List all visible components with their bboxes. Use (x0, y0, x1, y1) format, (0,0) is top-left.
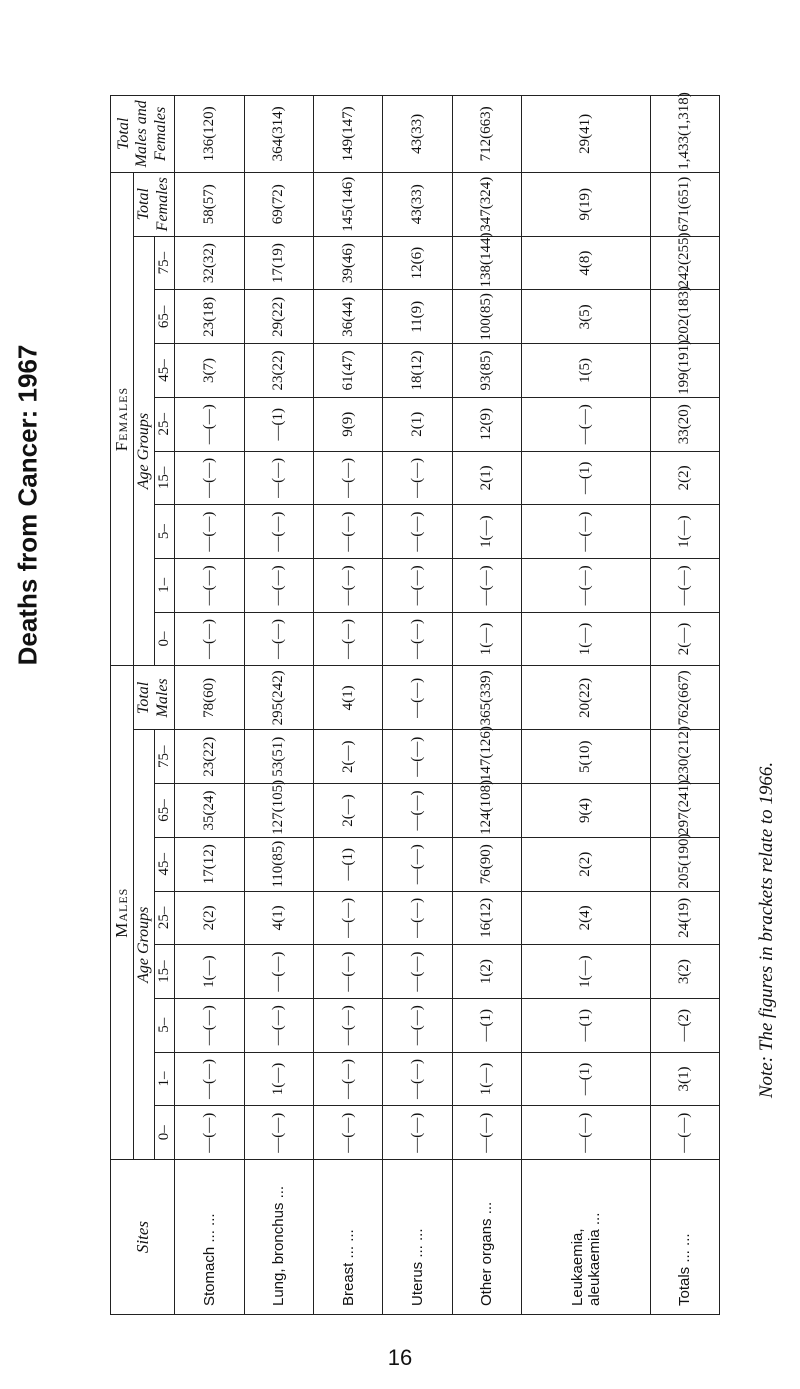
male-age-cell: —(—) (313, 998, 382, 1052)
cancer-deaths-table (110, 92, 720, 1315)
female-age-cell: 2(—) (650, 612, 719, 666)
male-age-cell: 1(—) (244, 1052, 313, 1106)
male-age-cell: 3(2) (650, 945, 719, 999)
age-header: 65– (154, 784, 174, 838)
male-age-cell: —(—) (175, 1052, 244, 1106)
male-age-cell: 2(2) (175, 891, 244, 945)
males-age-groups-header: Age Groups (133, 730, 154, 1160)
male-age-cell: 4(1) (244, 891, 313, 945)
male-age-cell: —(—) (175, 998, 244, 1052)
total-females-cell: 9(19) (522, 172, 650, 236)
grand-total-cell: 712(663) (452, 96, 521, 173)
male-age-cell: 1(—) (452, 1052, 521, 1106)
female-age-cell: 199(191) (650, 344, 719, 398)
footnote: Note: The figures in brackets relate to 1966. (756, 761, 777, 1099)
page-title: Deaths from Cancer: 1967 (12, 344, 43, 666)
female-age-cell: 61(47) (313, 344, 382, 398)
female-age-cell: —(—) (522, 505, 650, 559)
male-age-cell: 205(190) (650, 837, 719, 891)
female-age-cell: —(—) (313, 451, 382, 505)
total-females-cell: 58(57) (175, 172, 244, 236)
male-age-cell: —(—) (313, 1106, 382, 1160)
male-age-cell: —(—) (383, 730, 452, 784)
female-age-cell: 2(2) (650, 451, 719, 505)
female-age-cell: —(—) (175, 558, 244, 612)
male-age-cell: —(—) (383, 998, 452, 1052)
female-age-cell: 12(6) (383, 236, 452, 290)
total-males-cell: 762(667) (650, 666, 719, 730)
female-age-cell: 138(144) (452, 236, 521, 290)
male-age-cell: 297(241) (650, 784, 719, 838)
female-age-cell: —(—) (313, 558, 382, 612)
total-males-cell: 78(60) (175, 666, 244, 730)
female-age-cell: —(—) (244, 505, 313, 559)
male-age-cell: 1(—) (522, 945, 650, 999)
male-age-cell: 2(2) (522, 837, 650, 891)
male-age-cell: —(—) (383, 891, 452, 945)
age-header: 65– (154, 290, 174, 344)
total-males-cell: 295(242) (244, 666, 313, 730)
female-age-cell: 33(20) (650, 397, 719, 451)
age-header: 1– (154, 1052, 174, 1106)
female-age-cell: —(—) (313, 612, 382, 666)
male-age-cell: 9(4) (522, 784, 650, 838)
total-females-cell: 145(146) (313, 172, 382, 236)
female-age-cell: 100(85) (452, 290, 521, 344)
male-age-cell: —(—) (650, 1106, 719, 1160)
male-age-cell: —(—) (244, 945, 313, 999)
female-age-cell: 9(9) (313, 397, 382, 451)
table-row (313, 96, 382, 1315)
total-females-cell: 43(33) (383, 172, 452, 236)
total-males-cell: —(—) (383, 666, 452, 730)
site-name: Breast ... ... (313, 1160, 382, 1315)
female-age-cell: 39(46) (313, 236, 382, 290)
female-age-cell: —(—) (383, 505, 452, 559)
male-age-cell: 124(108) (452, 784, 521, 838)
total-females-cell: 347(324) (452, 172, 521, 236)
female-age-cell: —(1) (244, 397, 313, 451)
female-age-cell: —(—) (175, 612, 244, 666)
age-header: 1– (154, 558, 174, 612)
female-age-cell: 29(22) (244, 290, 313, 344)
females-header: Females (111, 172, 134, 666)
female-age-cell: 1(—) (452, 505, 521, 559)
male-age-cell: 76(90) (452, 837, 521, 891)
female-age-cell: —(—) (522, 397, 650, 451)
grand-total-cell: 1,433(1,318) (650, 96, 719, 173)
male-age-cell: 16(12) (452, 891, 521, 945)
total-males-cell: 365(339) (452, 666, 521, 730)
total-females-cell: 671(651) (650, 172, 719, 236)
rotated-table-container (110, 92, 720, 1315)
male-age-cell: 35(24) (175, 784, 244, 838)
grand-total-cell: 364(314) (244, 96, 313, 173)
age-header: 45– (154, 837, 174, 891)
male-age-cell: —(—) (522, 1106, 650, 1160)
female-age-cell: —(—) (175, 397, 244, 451)
male-age-cell: 1(2) (452, 945, 521, 999)
site-name: Uterus ... ... (383, 1160, 452, 1315)
sites-header: Sites (111, 1160, 175, 1315)
total-males-cell: 4(1) (313, 666, 382, 730)
age-header: 0– (154, 612, 174, 666)
male-age-cell: 5(10) (522, 730, 650, 784)
table-row (175, 96, 244, 1315)
site-name: Lung, bronchus ... (244, 1160, 313, 1315)
male-age-cell: —(1) (452, 998, 521, 1052)
male-age-cell: —(1) (522, 1052, 650, 1106)
male-age-cell: 2(—) (313, 784, 382, 838)
female-age-cell: 1(—) (650, 505, 719, 559)
site-name: Leukaemia, aleukaemia ... (522, 1160, 650, 1315)
female-age-cell: 202(183) (650, 290, 719, 344)
male-age-cell: 230(212) (650, 730, 719, 784)
site-name: Stomach ... ... (175, 1160, 244, 1315)
table-row (522, 96, 650, 1315)
female-age-cell: —(—) (175, 451, 244, 505)
female-age-cell: 36(44) (313, 290, 382, 344)
female-age-cell: 4(8) (522, 236, 650, 290)
female-age-cell: 3(7) (175, 344, 244, 398)
male-age-cell: 127(105) (244, 784, 313, 838)
age-header: 15– (154, 451, 174, 505)
age-header: 5– (154, 505, 174, 559)
male-age-cell: —(—) (383, 1106, 452, 1160)
table-row (244, 96, 313, 1315)
male-age-cell: —(2) (650, 998, 719, 1052)
male-age-cell: 23(22) (175, 730, 244, 784)
male-age-cell: —(—) (313, 891, 382, 945)
female-age-cell: 11(9) (383, 290, 452, 344)
grand-total-cell: 136(120) (175, 96, 244, 173)
female-age-cell: 18(12) (383, 344, 452, 398)
male-age-cell: 17(12) (175, 837, 244, 891)
female-age-cell: —(—) (650, 558, 719, 612)
male-age-cell: 147(126) (452, 730, 521, 784)
male-age-cell: —(—) (244, 1106, 313, 1160)
male-age-cell: 2(4) (522, 891, 650, 945)
female-age-cell: —(—) (244, 612, 313, 666)
male-age-cell: 24(19) (650, 891, 719, 945)
header-row-sections (111, 96, 134, 1315)
age-header: 45– (154, 344, 174, 398)
male-age-cell: —(—) (452, 1106, 521, 1160)
female-age-cell: 23(22) (244, 344, 313, 398)
female-age-cell: 1(—) (452, 612, 521, 666)
female-age-cell: —(—) (383, 558, 452, 612)
table-body (175, 92, 720, 1315)
age-header: 15– (154, 945, 174, 999)
females-age-groups-header: Age Groups (133, 236, 154, 666)
female-age-cell: —(—) (244, 558, 313, 612)
age-header: 75– (154, 730, 174, 784)
male-age-cell: —(—) (175, 1106, 244, 1160)
male-age-cell: 110(85) (244, 837, 313, 891)
male-age-cell: —(—) (244, 998, 313, 1052)
age-header: 75– (154, 236, 174, 290)
female-age-cell: —(—) (383, 612, 452, 666)
female-age-cell: 2(1) (383, 397, 452, 451)
male-age-cell: —(—) (383, 784, 452, 838)
female-age-cell: 242(255) (650, 236, 719, 290)
female-age-cell: 12(9) (452, 397, 521, 451)
male-age-cell: —(—) (383, 837, 452, 891)
age-header: 25– (154, 397, 174, 451)
age-header: 5– (154, 998, 174, 1052)
age-header: 25– (154, 891, 174, 945)
female-age-cell: —(—) (313, 505, 382, 559)
page-title-block (10, 75, 46, 935)
female-age-cell: —(—) (522, 558, 650, 612)
page-number: 16 (387, 1345, 413, 1370)
male-age-cell: 1(—) (175, 945, 244, 999)
female-age-cell: 2(1) (452, 451, 521, 505)
female-age-cell: 1(—) (522, 612, 650, 666)
female-age-cell: —(—) (244, 451, 313, 505)
male-age-cell: —(—) (383, 1052, 452, 1106)
grand-total-header: Total Males and Females (111, 96, 175, 173)
male-age-cell: 3(1) (650, 1052, 719, 1106)
age-header: 0– (154, 1106, 174, 1160)
male-age-cell: —(—) (383, 945, 452, 999)
male-age-cell: —(—) (313, 1052, 382, 1106)
total-males-cell: 20(22) (522, 666, 650, 730)
table-row (383, 96, 452, 1315)
female-age-cell: —(—) (175, 505, 244, 559)
grand-total-cell: 43(33) (383, 96, 452, 173)
female-age-cell: —(—) (383, 451, 452, 505)
site-name: Other organs ... (452, 1160, 521, 1315)
male-age-cell: —(1) (313, 837, 382, 891)
female-age-cell: —(1) (522, 451, 650, 505)
female-age-cell: 23(18) (175, 290, 244, 344)
header-row-groups (133, 96, 154, 1315)
female-age-cell: 93(85) (452, 344, 521, 398)
total-females-header: Total Females (133, 172, 175, 236)
male-age-cell: —(—) (313, 945, 382, 999)
female-age-cell: 3(5) (522, 290, 650, 344)
note-block (752, 480, 782, 1380)
table-row (650, 96, 719, 1315)
female-age-cell: —(—) (452, 558, 521, 612)
grand-total-cell: 149(147) (313, 96, 382, 173)
male-age-cell: —(1) (522, 998, 650, 1052)
female-age-cell: 17(19) (244, 236, 313, 290)
grand-total-cell: 29(41) (522, 96, 650, 173)
female-age-cell: 1(5) (522, 344, 650, 398)
male-age-cell: 2(—) (313, 730, 382, 784)
female-age-cell: 32(32) (175, 236, 244, 290)
male-age-cell: 53(51) (244, 730, 313, 784)
total-females-cell: 69(72) (244, 172, 313, 236)
table-row (452, 96, 521, 1315)
total-males-header: Total Males (133, 666, 175, 730)
site-name: Totals ... ... (650, 1160, 719, 1315)
males-header: Males (111, 666, 134, 1160)
